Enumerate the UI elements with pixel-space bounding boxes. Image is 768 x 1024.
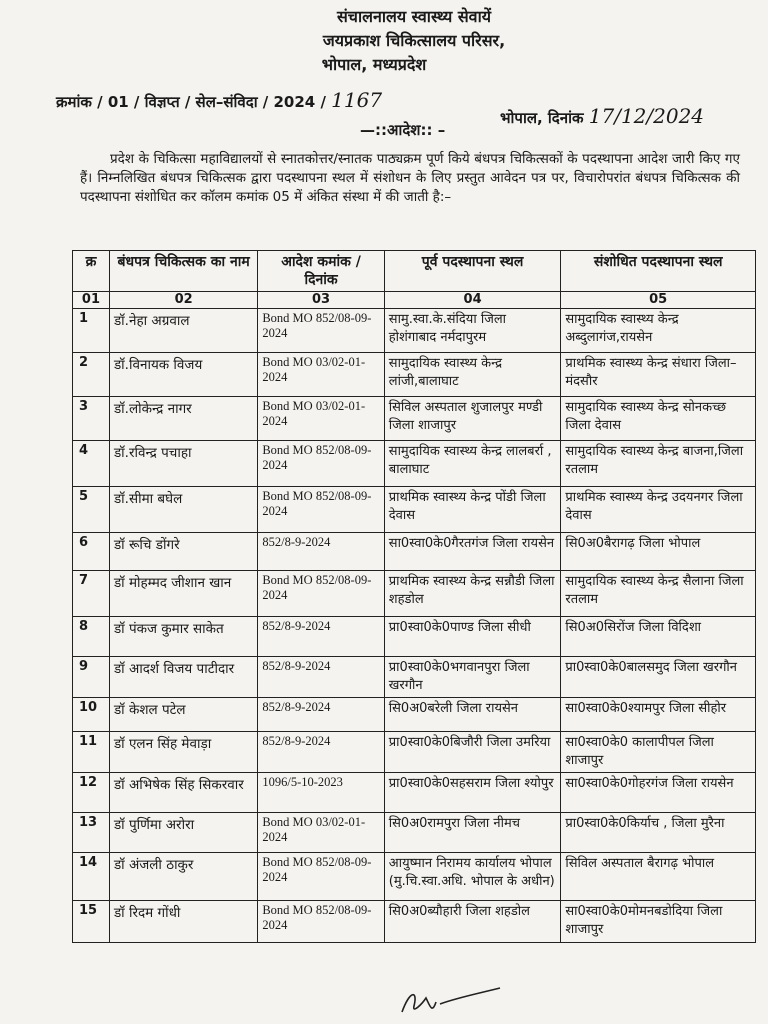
cell-doctor-name: डॉ.सीमा बघेल: [109, 487, 257, 533]
cell-revised-posting: सामुदायिक स्वास्थ्य केन्द्र अब्दुलागंज,रायसेन: [561, 309, 756, 353]
cell-order-number: Bond MO 852/08-09-2024: [258, 309, 384, 353]
col-header-revised-posting: संशोधित पदस्थापना स्थल: [561, 251, 756, 292]
col-number: 05: [561, 292, 756, 309]
cell-doctor-name: डॉ पुर्णिमा अरोरा: [109, 813, 257, 853]
cell-revised-posting: सिविल अस्पताल बैरागढ़ भोपाल: [561, 853, 756, 901]
table-row: [73, 813, 756, 853]
cell-doctor-name: डॉ.नेहा अग्रवाल: [109, 309, 257, 353]
cell-revised-posting: प्राथमिक स्वास्थ्य केन्द्र उदयनगर जिला देवास: [561, 487, 756, 533]
table-row: [73, 853, 756, 901]
cell-previous-posting: सि0अ0बरेली जिला रायसेन: [384, 698, 561, 732]
col-header-previous-posting: पूर्व पदस्थापना स्थल: [384, 251, 561, 292]
cell-doctor-name: डॉ रूचि डोंगरे: [109, 533, 257, 571]
cell-previous-posting: सि0अ0ब्यौहारी जिला शहडोल: [384, 901, 561, 943]
cell-previous-posting: सि0अ0रामपुरा जिला नीमच: [384, 813, 561, 853]
cell-doctor-name: डॉ.विनायक विजय: [109, 353, 257, 397]
cell-serial-number: 15: [73, 901, 110, 943]
order-paragraph: [80, 150, 740, 207]
cell-revised-posting: प्रा0स्वा0के0बालसमुद जिला खरगौन: [561, 657, 756, 698]
col-header-order: आदेश कमांक / दिनांक: [258, 251, 384, 292]
cell-order-number: 1096/5-10-2023: [258, 773, 384, 813]
cell-revised-posting: प्राथमिक स्वास्थ्य केन्द्र संधारा जिला–मंदसौर: [561, 353, 756, 397]
cell-revised-posting: सामुदायिक स्वास्थ्य केन्द्र सोनकच्छ जिला देवास: [561, 397, 756, 441]
cell-previous-posting: सामु.स्वा.के.संदिया जिला होशंगाबाद नर्मदापुरम: [384, 309, 561, 353]
cell-order-number: Bond MO 03/02-01-2024: [258, 353, 384, 397]
paragraph-text: प्रदेश के चिकित्सा महाविद्यालयों से स्नातकोत्तर/स्नातक पाठ्यक्रम पूर्ण किये बंधपत्र चिकित्सकों के पदस्थापना आदेश जारी किए गए हैं। निम्नलिखित बंधपत्र चिकित्सक द्वारा पदस्थापना स्थल में संशोधन के लिए प्रस्तुत आवेदन पत्र पर, विचारोपरांत बंधपत्र चिकित्सक की पदस्थापना संशोधित कर कॉलम कमांक 05 में अंकित संस्था में की जाती है:–: [80, 151, 740, 205]
table-row: [73, 487, 756, 533]
cell-serial-number: 12: [73, 773, 110, 813]
cell-serial-number: 13: [73, 813, 110, 853]
col-number: 04: [384, 292, 561, 309]
cell-doctor-name: डॉ.रविन्द्र पचाहा: [109, 441, 257, 487]
cell-doctor-name: डॉ रिदम गोंधी: [109, 901, 257, 943]
cell-previous-posting: आयुष्मान निरामय कार्यालय भोपाल (मु.चि.स्वा.अधि. भोपाल के अधीन): [384, 853, 561, 901]
cell-order-number: 852/8-9-2024: [258, 657, 384, 698]
col-header-name: बंधपत्र चिकित्सक का नाम: [109, 251, 257, 292]
cell-order-number: Bond MO 852/08-09-2024: [258, 853, 384, 901]
reference-handwritten-number: 1167: [331, 88, 383, 112]
table-body: [73, 309, 756, 943]
cell-serial-number: 6: [73, 533, 110, 571]
date-value: 17/12/2024: [588, 104, 705, 128]
cell-serial-number: 3: [73, 397, 110, 441]
header-line-2: जयप्रकाश चिकित्सालय परिसर,: [322, 31, 506, 50]
cell-serial-number: 4: [73, 441, 110, 487]
table-row: [73, 698, 756, 732]
order-title: —::आदेश:: –: [360, 121, 446, 139]
cell-doctor-name: डॉ एलन सिंह मेवाड़ा: [109, 732, 257, 773]
table-row: [73, 533, 756, 571]
cell-order-number: 852/8-9-2024: [258, 617, 384, 657]
col-header-sno: क्र: [73, 251, 110, 292]
cell-revised-posting: सा0स्वा0के0गोहरगंज जिला रायसेन: [561, 773, 756, 813]
cell-order-number: Bond MO 852/08-09-2024: [258, 901, 384, 943]
table-row: [73, 657, 756, 698]
cell-doctor-name: डॉ आदर्श विजय पाटीदार: [109, 657, 257, 698]
cell-doctor-name: डॉ केशल पटेल: [109, 698, 257, 732]
cell-order-number: 852/8-9-2024: [258, 698, 384, 732]
cell-doctor-name: डॉ मोहम्मद जीशान खान: [109, 571, 257, 617]
col-number: 03: [258, 292, 384, 309]
col-number: 02: [109, 292, 257, 309]
cell-revised-posting: सि0अ0बैरागढ़ जिला भोपाल: [561, 533, 756, 571]
table-row: [73, 571, 756, 617]
cell-serial-number: 8: [73, 617, 110, 657]
table-row: [73, 732, 756, 773]
table-row: [73, 441, 756, 487]
cell-previous-posting: प्रा0स्वा0के0सहसराम जिला श्योपुर: [384, 773, 561, 813]
cell-doctor-name: डॉ अभिषेक सिंह सिकरवार: [109, 773, 257, 813]
signature: [396, 984, 506, 1020]
cell-order-number: 852/8-9-2024: [258, 732, 384, 773]
cell-previous-posting: सा0स्वा0के0गैरतगंज जिला रायसेन: [384, 533, 561, 571]
cell-serial-number: 9: [73, 657, 110, 698]
table-row: [73, 353, 756, 397]
cell-previous-posting: सिविल अस्पताल शुजालपुर मण्डी जिला शाजापुर: [384, 397, 561, 441]
cell-doctor-name: डॉ.लोकेन्द्र नागर: [109, 397, 257, 441]
cell-revised-posting: सामुदायिक स्वास्थ्य केन्द्र सैलाना जिला रतलाम: [561, 571, 756, 617]
cell-serial-number: 5: [73, 487, 110, 533]
table-row: [73, 617, 756, 657]
cell-revised-posting: सामुदायिक स्वास्थ्य केन्द्र बाजना,जिला रतलाम: [561, 441, 756, 487]
reference-prefix: क्रमांक / 01 / विज्ञप्त / सेल–संविदा / 2024 /: [56, 93, 332, 111]
cell-serial-number: 14: [73, 853, 110, 901]
posting-table: [72, 250, 756, 943]
header-line-1: संचालनालय स्वास्थ्य सेवायें: [336, 7, 492, 26]
cell-revised-posting: सि0अ0सिरोंज जिला विदिशा: [561, 617, 756, 657]
cell-previous-posting: प्राथमिक स्वास्थ्य केन्द्र सन्नौडी जिला शहडोल: [384, 571, 561, 617]
cell-revised-posting: सा0स्वा0के0मोमनबडोदिया जिला शाजापुर: [561, 901, 756, 943]
cell-previous-posting: प्रा0स्वा0के0बिजौरी जिला उमरिया: [384, 732, 561, 773]
cell-serial-number: 7: [73, 571, 110, 617]
cell-previous-posting: प्राथमिक स्वास्थ्य केन्द्र पोंडी जिला देवास: [384, 487, 561, 533]
table-row: [73, 309, 756, 353]
cell-doctor-name: डॉ अंजली ठाकुर: [109, 853, 257, 901]
cell-order-number: Bond MO 852/08-09-2024: [258, 571, 384, 617]
cell-doctor-name: डॉ पंकज कुमार साकेत: [109, 617, 257, 657]
cell-revised-posting: प्रा0स्वा0के0किर्याच , जिला मुरैना: [561, 813, 756, 853]
cell-serial-number: 11: [73, 732, 110, 773]
cell-previous-posting: प्रा0स्वा0के0भगवानपुरा जिला खरगौन: [384, 657, 561, 698]
issue-date: [500, 104, 704, 128]
cell-previous-posting: सामुदायिक स्वास्थ्य केन्द्र लालबर्रा , बालाघाट: [384, 441, 561, 487]
cell-order-number: Bond MO 03/02-01-2024: [258, 813, 384, 853]
table-row: [73, 773, 756, 813]
cell-order-number: Bond MO 03/02-01-2024: [258, 397, 384, 441]
table-row: [73, 901, 756, 943]
table-row: [73, 397, 756, 441]
cell-order-number: Bond MO 852/08-09-2024: [258, 441, 384, 487]
cell-previous-posting: सामुदायिक स्वास्थ्य केन्द्र लांजी,बालाघाट: [384, 353, 561, 397]
reference-number: [56, 88, 382, 112]
date-label: भोपाल, दिनांक: [500, 109, 584, 127]
cell-order-number: Bond MO 852/08-09-2024: [258, 487, 384, 533]
header-line-3: भोपाल, मध्यप्रदेश: [321, 55, 427, 74]
cell-previous-posting: प्रा0स्वा0के0पाण्ड जिला सीधी: [384, 617, 561, 657]
col-number: 01: [73, 292, 110, 309]
cell-order-number: 852/8-9-2024: [258, 533, 384, 571]
cell-serial-number: 1: [73, 309, 110, 353]
cell-revised-posting: सा0स्वा0के0श्यामपुर जिला सीहोर: [561, 698, 756, 732]
cell-serial-number: 10: [73, 698, 110, 732]
cell-revised-posting: सा0स्वा0के0 कालापीपल जिला शाजापुर: [561, 732, 756, 773]
cell-serial-number: 2: [73, 353, 110, 397]
